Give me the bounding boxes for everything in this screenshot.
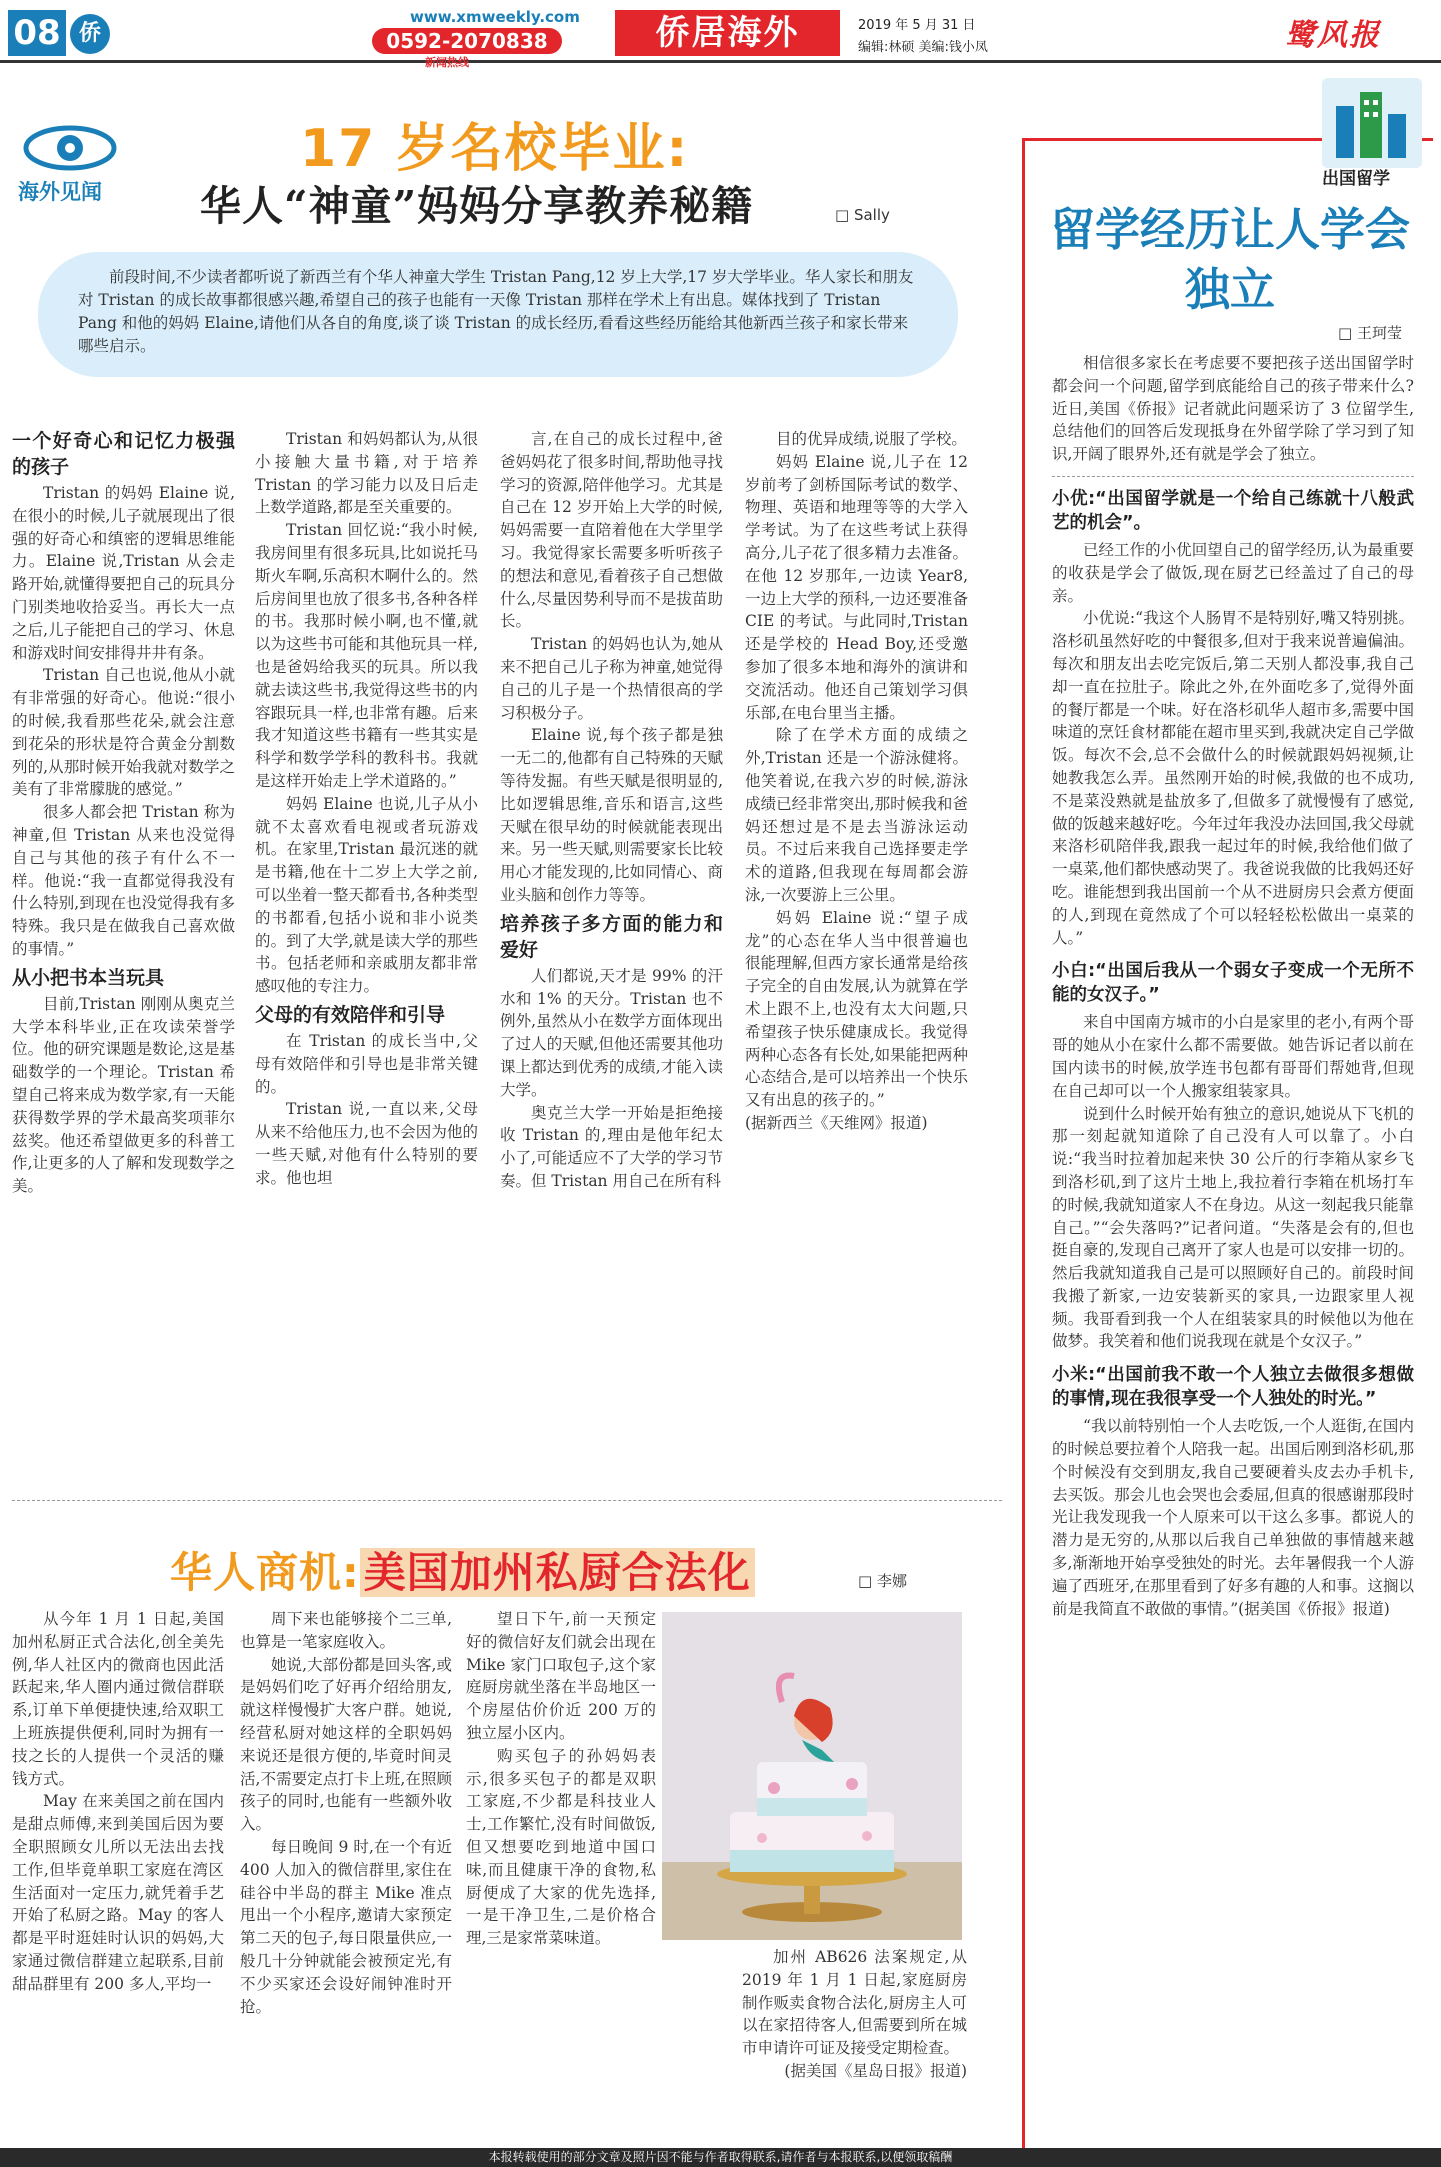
section-heading: 小米:“出国前我不敢一个人独立去做很多想做的事情,现在我很享受一个人独处的时光。” [1052, 1365, 1414, 1410]
paragraph: 加州 AB626 法案规定,从 2019 年 1 月 1 日起,家庭厨房制作贩卖食物合法化,厨房主人可以在家招待客人,但需要到所在城市申请许可证及接受定期检查。 [742, 1948, 967, 2058]
article-column-1 [12, 424, 235, 1484]
article-intro: 前段时间,不少读者都听说了新西兰有个华人神童大学生 Tristan Pang,12 岁上大学,17 岁大学毕业。华人家长和朋友对 Tristan 的成长故事都很感兴趣,希望自己的孩子也能有一天像 Tristan 那样在学术上有出息。媒体找到了 Tristan Pang 和他的妈妈 Elaine,请他们从各自的角度,谈了谈 Tristan 的成长经历,看看这些经历能给其他新西兰孩子和家长带来哪些启示。 [38, 252, 958, 377]
article-subtitle: 华人“神童”妈妈分享教养秘籍 [200, 182, 754, 230]
bottom-column-3 [466, 1608, 656, 2146]
sidebar-byline: □ 王珂莹 [1338, 324, 1402, 342]
article-title: 17 岁名校毕业: [300, 119, 690, 179]
issue-date: 2019 年 5 月 31 日 [858, 18, 976, 33]
paper-logo: 鹭风报 [1285, 18, 1381, 53]
paragraph: “我以前特别怕一个人去吃饭,一个人逛街,在国内的时候总要拉着个人陪我一起。出国后刚到洛杉矶,那个时候没有交到朋友,我自己要硬着头皮去办手机卡,去买饭。那会儿也会哭也会委屈,但真的很感谢那段时光让我发现我一个人原来可以干这么多事。都说人的潜力是无穷的,从那以后我自己单独做的事情越来越多,渐渐地开始享受独处的时光。去年暑假我一个人游遍了西班牙,在那里看到了好多有趣的人和事。这搁以前是我简直不敢做的事情。”(据美国《侨报》报道) [1052, 1417, 1414, 1618]
paragraph: 妈妈 Elaine 说:“望子成龙”的心态在华人当中很普遍也很能理解,但西方家长通常是给孩子完全的自由发展,认为就算在学术上跟不上,也没有太大问题,只希望孩子快乐健康成长。我觉得两种心态各有长处,如果能把两种心态结合,是可以培养出一个快乐又有出息的孩子的。” [745, 908, 968, 1110]
paragraph: 已经工作的小优回望自己的留学经历,认为最重要的收获是学会了做饭,现在厨艺已经盖过了自己的母亲。 [1052, 540, 1414, 605]
paragraph: 奥克兰大学一开始是拒绝接收 Tristan 的,理由是他年纪太小了,可能适应不了大学的学习节奏。但 Tristan 用自己在所有科 [500, 1103, 723, 1190]
sidebar-article [1052, 352, 1414, 2134]
article-column-4 [745, 428, 968, 1484]
column-name: 海外见闻 [18, 180, 102, 204]
paragraph: Tristan 回忆说:“我小时候,我房间里有很多玩具,比如说托马斯火车啊,乐高积木啊什么的。然后房间里也放了很多书,各种各样的书。我那时候小啊,也不懂,就以为这些书可能和其他玩具一样,也是爸妈给我买的玩具。所以我就去读这些书,我觉得这些书的内容跟玩具一样,也非常有趣。后来我才知道这些书籍有一些其实是科学和数学学科的教科书。我就是这样开始走上学术道路的。” [255, 521, 478, 790]
paragraph: Tristan 的妈妈也认为,她从来不把自己儿子称为神童,她觉得自己的儿子是一个热情很高的学习积极分子。 [500, 635, 723, 722]
paragraph: 说到什么时候开始有独立的意识,她说从下飞机的那一刻起就知道除了自己没有人可以靠了。小白说:“我当时拉着加起来快 30 公斤的行李箱从家乡飞到洛杉矶,到了这片土地上,我拉着行李箱在机场打车的时候,我就知道家人不在身边。从这一刻起我只能靠自己。”“会失落吗?”记者问道。“失落是会有的,但也挺自豪的,发现自己离开了家人也是可以安排一切的。然后我就知道我自己是可以照顾好自己的。前段时间我搬了新家,一边安装新买的家具,一边跟家里人视频。我哥看到我一个人在组装家具的时候他以为他在做梦。我笑着和他们说我现在就是个女汉子。” [1052, 1104, 1414, 1351]
paragraph: Tristan 和妈妈都认为,从很小接触大量书籍,对于培养 Tristan 的学习能力以及日后走上数学道路,都是至关重要的。 [255, 430, 478, 517]
building-icon [1322, 78, 1422, 168]
bottom-article-byline: □ 李娜 [858, 1572, 907, 1590]
bottom-column-4 [742, 1946, 967, 2146]
bottom-column-1 [12, 1608, 224, 2146]
sidebar-title: 留学经历让人学会独立 [1049, 203, 1410, 316]
paragraph: 言,在自己的成长过程中,爸爸妈妈花了很多时间,帮助他寻找学习的资源,陪伴他学习。尤其是自己在 12 岁开始上大学的时候,妈妈需要一直陪着他在大学里学习。我觉得家长需要多听听孩子的想法和意见,看着孩子自己想做什么,尽量因势利导而不是拔苗助长。 [500, 430, 723, 631]
cake-photo [662, 1612, 962, 1940]
page-number: 08 [8, 10, 66, 56]
title-part: 华人商机: [170, 1548, 360, 1597]
paragraph: 相信很多家长在考虑要不要把孩子送出国留学时都会问一个问题,留学到底能给自己的孩子带来什么?近日,美国《侨报》记者就此问题采访了 3 位留学生,总结他们的回答后发现抵身在外留学除了学习到了知识,开阔了眼界外,还有就是学会了独立。 [1052, 354, 1414, 464]
paragraph: 目前,Tristan 刚刚从奥克兰大学本科毕业,正在攻读荣誉学位。他的研究课题是数论,这是基础数学的一个理论。Tristan 希望自己将来成为数学家,有一天能获得数学界的学术最高奖项菲尔兹奖。他还希望做更多的科普工作,让更多的人了解和发现数学之美。 [12, 994, 235, 1196]
paragraph: 每日晚间 9 时,在一个有近 400 人加入的微信群里,家住在硅谷中半岛的群主 Mike 准点甩出一个小程序,邀请大家预定第二天的包子,每日限量供应,一般几十分钟就能会被预定光,有不少买家还会设好闹钟准时开抢。 [240, 1837, 452, 2016]
article-byline: □ Sally [835, 206, 890, 224]
source-note: (据新西兰《天维网》报道) [745, 1113, 928, 1132]
paragraph: 从今年 1 月 1 日起,美国加州私厨正式合法化,创全美先例,华人社区内的微商也因此活跃起来,华人圈内通过微信群联系,订单下单便捷快速,给双职工上班族提供便利,同时为拥有一技之长的人提供一个灵活的赚钱方式。 [12, 1610, 224, 1788]
paragraph: 周下来也能够接个二三单,也算是一笔家庭收入。 [240, 1610, 452, 1651]
sidebar-column-name: 出国留学 [1322, 169, 1390, 189]
section-title: 侨居海外 [615, 10, 840, 56]
section-heading: 父母的有效陪伴和引导 [255, 1003, 446, 1026]
section-heading: 小优:“出国留学就是一个给自己练就十八般武艺的机会”。 [1052, 488, 1414, 533]
section-heading: 小白:“出国后我从一个弱女子变成一个无所不能的女汉子。” [1052, 961, 1414, 1006]
paragraph: Tristan 的妈妈 Elaine 说,在很小的时候,儿子就展现出了很强的好奇心和缜密的逻辑思维能力。Elaine 说,Tristan 从会走路开始,就懂得要把自己的玩具分门别类地收拾妥当。再长大一点之后,儿子能把自己的学习、休息和游戏时间安排得井井有条。 [12, 484, 235, 662]
divider [12, 1500, 1002, 1501]
paragraph: 来自中国南方城市的小白是家里的老小,有两个哥哥的她从小在家什么都不需要做。她告诉记者以前在国内读书的时候,放学连书包都有哥哥们帮她背,但现在自己却可以一个人搬家组装家具。 [1052, 1013, 1414, 1100]
site-url[interactable]: www.xmweekly.com [410, 8, 580, 26]
bottom-article-title [170, 1540, 755, 1600]
paragraph: 在 Tristan 的成长当中,父母有效陪伴和引导也是非常关键的。 [255, 1031, 478, 1096]
bottom-column-2 [240, 1608, 452, 2146]
paragraph: Tristan 自己也说,他从小就有非常强的好奇心。他说:“很小的时候,我看那些花朵,就会注意到花朵的形状是符合黄金分割数列的,从那时候开始我就对数学之美有了非常朦胧的感觉。” [12, 666, 235, 799]
title-part: 美国加州私厨合法化 [360, 1548, 755, 1597]
paragraph: 除了在学术方面的成绩之外,Tristan 还是一个游泳健将。他笑着说,在我六岁的时候,游泳成绩已经非常突出,那时候我和爸妈还想过是不是去当游泳运动员。不过后来我自己选择要走学术的道路,但我现在每周都会游泳,一次要游上三公里。 [745, 726, 968, 904]
paragraph: 目的优异成绩,说服了学校。 [776, 430, 967, 448]
paragraph: 人们都说,天才是 99% 的汗水和 1% 的天分。Tristan 也不例外,虽然从小在数学方面体现出了过人的天赋,但他还需要其他功课上都达到优秀的成绩,才能入读大学。 [500, 966, 723, 1099]
article-column-3 [500, 428, 723, 1484]
paragraph: May 在来美国之前在国内是甜点师傅,来到美国后因为要全职照顾女儿所以无法出去找工作,但毕竟单职工家庭在湾区生活面对一定压力,就凭着手艺开始了私厨之路。May 的客人都是平时逛娃时认识的妈妈,大家通过微信群建立起联系,目前甜品群里有 200 多人,平均一 [12, 1792, 224, 1993]
editors: 编辑:林硕 美编:钱小凤 [858, 40, 988, 55]
section-heading: 培养孩子多方面的能力和爱好 [500, 912, 723, 961]
page-number-icon: 侨 [70, 14, 110, 54]
source-note: (据美国《星岛日报》报道) [784, 2061, 967, 2080]
paragraph: 很多人都会把 Tristan 称为神童,但 Tristan 从来也没觉得自己与其他的孩子有什么不一样。他说:“我一直都觉得我没有什么特别,到现在也没觉得我有多特殊。我只是在做我自己喜欢做的事情。” [12, 803, 235, 958]
paragraph: 小优说:“我这个人肠胃不是特别好,嘴又特别挑。洛杉矶虽然好吃的中餐很多,但对于我来说普遍偏油。每次和朋友出去吃完饭后,第二天别人都没事,我自己却一直在拉肚子。除此之外,在外面吃多了,觉得外面的餐厅都是一个味。好在洛杉矶华人超市多,需要中国味道的烹饪食材都能在超市里买到,我就决定自己学做饭。每次不会,总不会做什么的时候就跟妈妈视频,让她教我怎么弄。虽然刚开始的时候,我做的也不成功,不是菜没熟就是盐放多了,但做多了就慢慢有了感觉,做的饭越来越好吃。今年过年我没办法回国,我父母就来洛杉矶陪伴我,跟我一起过年的时候,我给他们做了一桌菜,他们都快感动哭了。我爸说我做的比我妈还好吃。谁能想到我出国前一个从不进厨房只会煮方便面的人,到现在竟然成了个可以轻轻松松做出一桌菜的人。” [1052, 609, 1414, 947]
hotline-label: 新闻热线 [425, 56, 469, 69]
paragraph: Tristan 说,一直以来,父母从来不给他压力,也不会因为他的一些天赋,对他有什么特别的要求。他也坦 [255, 1100, 478, 1187]
paragraph: Elaine 说,每个孩子都是独一无二的,他都有自己特殊的天赋等待发掘。有些天赋是很明显的,比如逻辑思维,音乐和语言,这些天赋在很早幼的时候就能表现出来。另一些天赋,则需要家长比较用心才能发现的,比如同情心、商业头脑和创作力等等。 [500, 726, 723, 904]
footer-notice: 本报转载使用的部分文章及照片因不能与作者取得联系,请作者与本报联系,以便领取稿酬 [0, 2148, 1441, 2167]
paragraph: 她说,大部份都是回头客,或是妈妈们吃了好再介绍给朋友,就这样慢慢扩大客户群。她说,经营私厨对她这样的全职妈妈来说还是很方便的,毕竟时间灵活,不需要定点打卡上班,在照顾孩子的同时,也能有一些额外收入。 [240, 1655, 452, 1834]
hotline: 0592-2070838 [372, 28, 562, 54]
paragraph: 妈妈 Elaine 说,儿子在 12 岁前考了剑桥国际考试的数学、物理、英语和地理等等的大学入学考试。为了在这些考试上获得高分,儿子花了很多精力去准备。在他 12 岁那年,一边读 Year8,一边上大学的预科,一边还要准备 CIE 的考试。与此同时,Tristan 还是学校的 Head Boy,还受邀参加了很多本地和海外的演讲和交流活动。他还自己策划学习俱乐部,在电台里当主播。 [745, 452, 968, 722]
paragraph: 望日下午,前一天预定好的微信好友们就会出现在 Mike 家门口取包子,这个家庭厨房就坐落在半岛地区一个房屋估价价近 200 万的独立屋小区内。 [466, 1610, 656, 1742]
section-heading: 一个好奇心和记忆力极强的孩子 [12, 430, 235, 478]
paragraph: 妈妈 Elaine 也说,儿子从小就不太喜欢看电视或者玩游戏机。在家里,Tristan 最沉迷的就是书籍,他在十二岁上大学之前,可以坐着一整天都看书,各种类型的书都看,包括小说和非小说类的。到了大学,就是读大学的那些书。包括老师和亲戚朋友都非常感叹他的专注力。 [255, 794, 478, 996]
article-column-2 [255, 428, 478, 1484]
paragraph: 购买包子的孙妈妈表示,很多买包子的都是双职工家庭,不少都是科技业人士,工作繁忙,没有时间做饭,但又想要吃到地道中国口味,而且健康干净的食物,私厨便成了大家的优先选择,一是干净卫生,二是价格合理,三是家常菜味道。 [466, 1746, 656, 1948]
section-heading: 从小把书本当玩具 [12, 966, 165, 989]
eye-icon [22, 118, 117, 178]
